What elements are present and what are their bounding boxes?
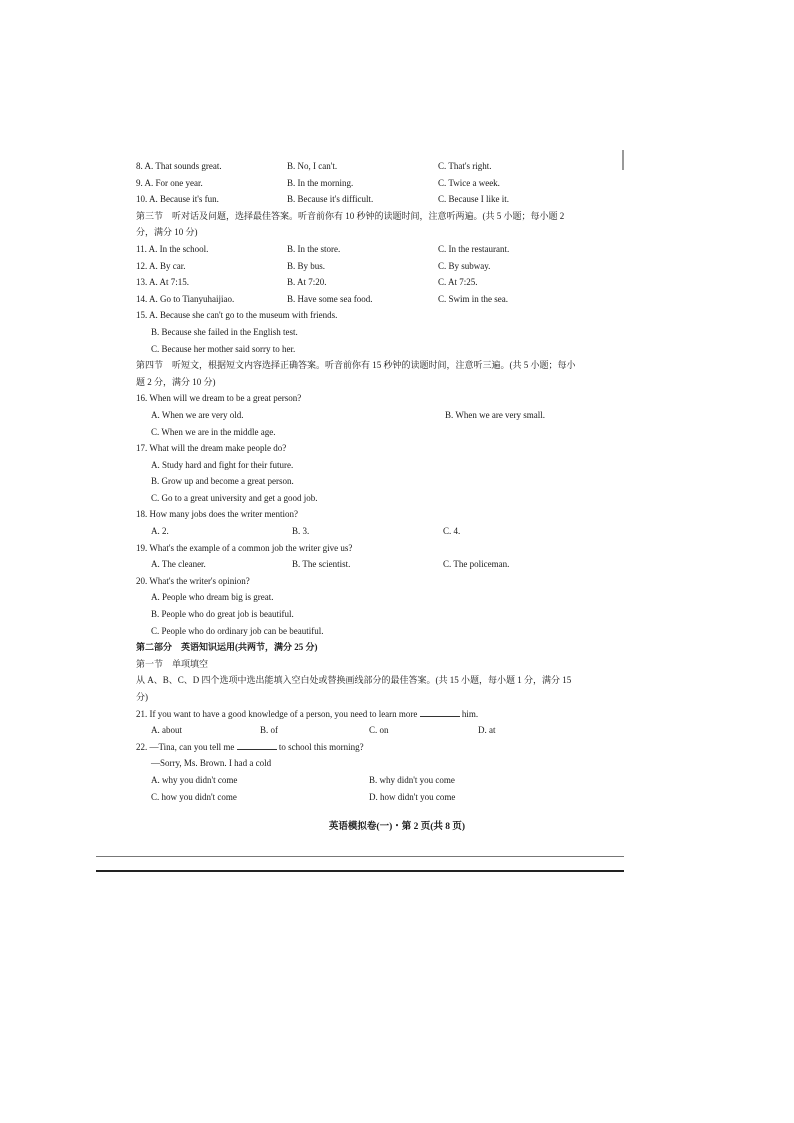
option-20c: C. People who do ordinary job can be beautiful.: [151, 625, 324, 636]
option-22a: A. why you didn't come: [151, 774, 238, 785]
question-9: [136, 175, 576, 192]
option-22d: D. how didn't you come: [369, 791, 456, 802]
question-22-options-ab: [136, 772, 576, 789]
question-16-options-ab: [136, 407, 576, 424]
option-20b: B. People who do great job is beautiful.: [151, 609, 294, 620]
divider-thin: [96, 856, 624, 857]
option-21d: D. at: [478, 725, 496, 736]
question-8: [136, 158, 576, 175]
option-16b: B. When we are very small.: [445, 409, 546, 420]
option-12b: B. By bus.: [287, 260, 326, 271]
question-19-stem: 19. What's the example of a common job the writer give us?: [136, 542, 353, 553]
question-22-stem: [136, 739, 576, 756]
question-13: [136, 274, 576, 291]
question-22-text-end: to school this morning?: [278, 741, 364, 752]
option-18b: B. 3.: [292, 526, 310, 537]
option-8c: C. That's right.: [438, 161, 492, 171]
question-12: [136, 258, 576, 275]
option-10b: B. Because it's difficult.: [287, 194, 374, 205]
question-14: [136, 291, 576, 308]
answer-blank: [237, 740, 277, 750]
question-21-text-end: him.: [461, 708, 479, 719]
divider-thick: [96, 870, 624, 872]
option-22b: B. why didn't you come: [369, 774, 455, 785]
option-9b: B. In the morning.: [287, 177, 354, 188]
option-8b: B. No, I can't.: [287, 161, 338, 171]
option-16a: A. When we are very old.: [151, 409, 244, 420]
question-22-reply: —Sorry, Ms. Brown. I had a cold: [151, 758, 272, 769]
option-17b: B. Grow up and become a great person.: [151, 476, 294, 487]
option-15c: C. Because her mother said sorry to her.: [151, 343, 296, 354]
option-14c: C. Swim in the sea.: [438, 293, 508, 304]
option-18c: C. 4.: [443, 526, 461, 537]
option-8a: 8. A. That sounds great.: [136, 161, 222, 171]
option-10a: 10. A. Because it's fun.: [136, 194, 219, 205]
option-17a: A. Study hard and fight for their future.: [151, 459, 294, 470]
option-9a: 9. A. For one year.: [136, 177, 203, 188]
part-2-instructions: 从 A、B、C、D 四个选项中选出能填入空白处或替换画线部分的最佳答案。(共 15 小题，每小题 1 分，满分 15 分): [136, 675, 572, 702]
option-13b: B. At 7:20.: [287, 277, 327, 288]
part-2-heading: 第二部分 英语知识运用(共两节，满分 25 分): [136, 642, 318, 653]
option-21c: C. on: [369, 725, 389, 736]
question-21-text: 21. If you want to have a good knowledge of a person, you need to learn more: [136, 708, 418, 719]
question-22-options-cd: [136, 789, 576, 806]
part-2-section-1-heading: 第一节 单项填空: [136, 658, 209, 669]
question-21-stem: [136, 706, 576, 723]
question-18-stem: 18. How many jobs does the writer mention?: [136, 509, 298, 520]
option-18a: A. 2.: [151, 526, 169, 537]
question-21-options: [136, 722, 576, 739]
option-11b: B. In the store.: [287, 243, 341, 254]
page-footer: 英语模拟卷(一)・第 2 页(共 8 页): [328, 822, 466, 832]
option-20a: A. People who dream big is great.: [151, 592, 274, 603]
option-19a: A. The cleaner.: [151, 559, 206, 570]
question-11: [136, 241, 576, 258]
option-19b: B. The scientist.: [292, 559, 351, 570]
option-14b: B. Have some sea food.: [287, 293, 373, 304]
section-3-instructions: 第三节 听对话及问题，选择最佳答案。听音前你有 10 秒钟的读题时间，注意听两遍。(共 5 小题；每小题 2 分，满分 10 分): [136, 210, 565, 238]
option-13a: 13. A. At 7:15.: [136, 277, 190, 288]
answer-blank: [420, 707, 460, 717]
option-11a: 11. A. In the school.: [136, 243, 209, 254]
option-10c: C. Because I like it.: [438, 194, 509, 205]
option-17c: C. Go to a great university and get a good job.: [151, 492, 318, 503]
question-18-options: [136, 523, 576, 540]
option-14a: 14. A. Go to Tianyuhaijiao.: [136, 293, 235, 304]
question-16-stem: 16. When will we dream to be a great person?: [136, 393, 302, 404]
question-19-options: [136, 556, 576, 573]
option-13c: C. At 7:25.: [438, 277, 478, 288]
option-12a: 12. A. By car.: [136, 260, 186, 271]
option-22c: C. how you didn't come: [151, 791, 237, 802]
option-15b: B. Because she failed in the English test.: [151, 326, 298, 337]
question-10: [136, 191, 576, 208]
scan-mark: [622, 150, 624, 170]
option-11c: C. In the restaurant.: [438, 243, 510, 254]
option-19c: C. The policeman.: [443, 559, 510, 570]
question-sheet: [136, 158, 576, 805]
option-9c: C. Twice a week.: [438, 177, 500, 188]
option-12c: C. By subway.: [438, 260, 491, 271]
question-20-stem: 20. What's the writer's opinion?: [136, 575, 250, 586]
option-15a: 15. A. Because she can't go to the museum with friends.: [136, 310, 338, 321]
option-21b: B. of: [260, 725, 278, 736]
option-16c: C. When we are in the middle age.: [151, 426, 276, 437]
question-22-text: 22. —Tina, can you tell me: [136, 741, 235, 752]
option-21a: A. about: [151, 725, 182, 736]
question-17-stem: 17. What will the dream make people do?: [136, 443, 287, 454]
section-4-instructions: 第四节 听短文，根据短文内容选择正确答案。听音前你有 15 秒钟的读题时间，注意听三遍。(共 5 小题；每小题 2 分，满分 10 分): [136, 360, 576, 387]
